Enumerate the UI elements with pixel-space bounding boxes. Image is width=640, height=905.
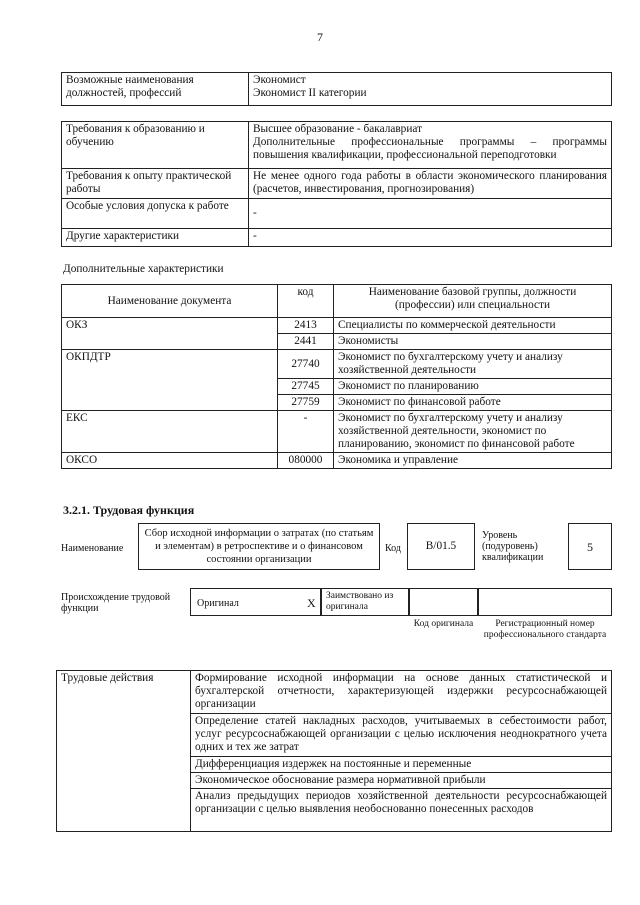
additional-table (61, 284, 612, 469)
origin-mark: X (307, 596, 316, 610)
origin-original-label: Оригинал (197, 598, 239, 609)
position-item: Экономист (253, 74, 306, 86)
req-line: Высшее образование - бакалавриат (253, 123, 423, 135)
req-label-other: Другие характеристики (62, 229, 249, 247)
positions-table (61, 72, 612, 106)
action-item: Дифференциация издержек на постоянные и переменные (191, 757, 612, 773)
header-doc: Наименование документа (62, 285, 278, 318)
req-label-experience: Требования к опыту практической работы (62, 169, 249, 199)
additional-title: Дополнительные характеристики (63, 263, 224, 275)
positions-values (249, 73, 612, 106)
row-name: Экономика и управление (334, 453, 612, 469)
function-code-value: B/01.5 (425, 540, 457, 552)
row-code: 27759 (278, 395, 334, 411)
row-name: Экономист по бухгалтерскому учету и анализу хозяйственной деятельности (334, 350, 612, 379)
row-doc: ОКСО (62, 453, 278, 469)
function-heading: 3.2.1. Трудовая функция (63, 503, 195, 517)
row-name: Экономист по планированию (334, 379, 612, 395)
req-value-education (249, 122, 612, 169)
origin-reg-caption: Регистрационный номер профессионального стандарта (483, 619, 607, 640)
row-code: - (278, 411, 334, 453)
row-name: Специалисты по коммерческой деятельности (334, 318, 612, 334)
header-name: Наименование базовой группы, должности (профессии) или специальности (334, 285, 612, 318)
origin-original-box (190, 588, 321, 616)
function-name-value: Сбор исходной информации о затратах (по статьям и элементам) в ретроспективе и о финансовом состоянии организации (144, 528, 374, 565)
function-level-value: 5 (587, 540, 593, 554)
req-line: Дополнительные профессиональные программы – программы повышения квалификации, профессиональной переподготовки (253, 136, 607, 161)
action-item: Экономическое обоснование размера нормативной прибыли (191, 773, 612, 789)
origin-code-box (409, 588, 478, 616)
req-value-other: - (249, 229, 612, 247)
header-code: код (278, 285, 334, 318)
row-doc: ОКПДТР (62, 350, 278, 411)
row-name: Экономист по финансовой работе (334, 395, 612, 411)
requirements-table (61, 121, 612, 247)
level-label: Уровень (подуровень) квалификации (482, 530, 544, 563)
name-label: Наименование (61, 543, 124, 554)
action-item: Формирование исходной информации на основе данных статистической и бухгалтерской отчетности, характеризующей издержки ресурсоснабжающей организации (191, 671, 612, 714)
function-code-box (407, 523, 475, 570)
actions-table (56, 670, 612, 832)
row-name: Экономисты (334, 334, 612, 350)
row-code: 27745 (278, 379, 334, 395)
action-item: Анализ предыдущих периодов хозяйственной деятельности ресурсоснабжающей организации с целью выявления необоснованно понесенных расходов (191, 789, 612, 832)
row-doc: ЕКС (62, 411, 278, 453)
req-label-admission: Особые условия допуска к работе (62, 199, 249, 229)
actions-label: Трудовые действия (57, 671, 191, 832)
origin-borrowed-box (321, 588, 409, 616)
origin-label: Происхождение трудовой функции (61, 592, 171, 614)
origin-code-caption: Код оригинала (413, 619, 474, 629)
req-value-admission: - (249, 199, 612, 229)
row-code: 2441 (278, 334, 334, 350)
row-code: 080000 (278, 453, 334, 469)
page-number: 7 (317, 30, 323, 44)
function-level-box (568, 523, 612, 570)
req-label-education: Требования к образованию и обучению (62, 122, 249, 169)
req-value-experience: Не менее одного года работы в области экономического планирования (расчетов, инвестирования, прогнозирования) (249, 169, 612, 199)
position-item: Экономист II категории (253, 87, 367, 99)
positions-label: Возможные наименования должностей, профессий (62, 73, 249, 106)
row-name: Экономист по бухгалтерскому учету и анализу хозяйственной деятельности, экономист по планированию, экономист по финансовой работе (334, 411, 612, 453)
origin-reg-box (478, 588, 612, 616)
action-item: Определение статей накладных расходов, учитываемых в себестоимости работ, услуг ресурсоснабжающей организации с целью исключения неоднократного учета одних и тех же затрат (191, 714, 612, 757)
row-code: 27740 (278, 350, 334, 379)
row-doc: ОКЗ (62, 318, 278, 350)
function-name-box (138, 523, 380, 570)
code-label: Код (385, 543, 401, 554)
row-code: 2413 (278, 318, 334, 334)
origin-borrowed-label: Заимствовано из оригинала (326, 591, 394, 612)
